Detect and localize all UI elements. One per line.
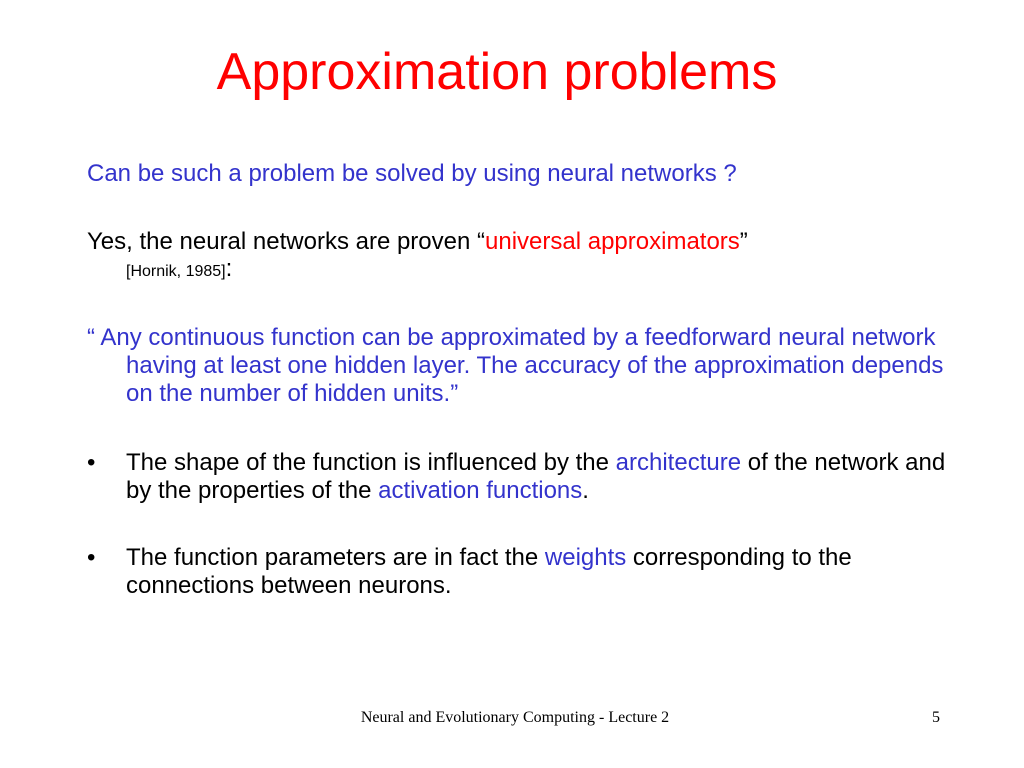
bullet-text xyxy=(126,449,946,505)
citation-colon: : xyxy=(225,255,233,282)
question-text: Can be such a problem be solved by using neural networks ? xyxy=(87,160,737,187)
page-number: 5 xyxy=(932,709,940,726)
answer-prefix: Yes, the neural networks are proven “ xyxy=(87,228,486,255)
citation: [Hornik, 1985] xyxy=(126,263,226,280)
bullet-text-part: corresponding to the connections between neurons. xyxy=(126,544,852,599)
bullet-text-part: . xyxy=(582,477,589,504)
answer-line xyxy=(87,228,947,256)
activation-functions-term: activation functions xyxy=(378,477,583,504)
bullet-text-part: of the network and by the properties of the xyxy=(126,449,946,504)
citation-line xyxy=(87,256,947,285)
footer-course: Neural and Evolutionary Computing - Lecture 2 xyxy=(360,709,670,726)
weights-term: weights xyxy=(544,544,627,571)
bullet-text xyxy=(126,544,946,600)
bullet-text-part: The shape of the function is influenced by the xyxy=(126,449,616,476)
bullet-text-part: The function parameters are in fact the xyxy=(126,544,545,571)
answer-suffix: ” xyxy=(739,228,748,255)
architecture-term: architecture xyxy=(615,449,742,476)
bullet-marker: • xyxy=(87,544,96,571)
slide-title: Approximation problems xyxy=(216,43,778,101)
hornik-quote: “ Any continuous function can be approximated by a feedforward neural network having at least one hidden layer. The accuracy of the approximation depends on the number of hidden units.” xyxy=(87,324,944,407)
universal-approximators-term: universal approximators xyxy=(485,228,740,255)
answer-paragraph xyxy=(87,228,947,285)
bullet-marker: • xyxy=(87,449,96,476)
